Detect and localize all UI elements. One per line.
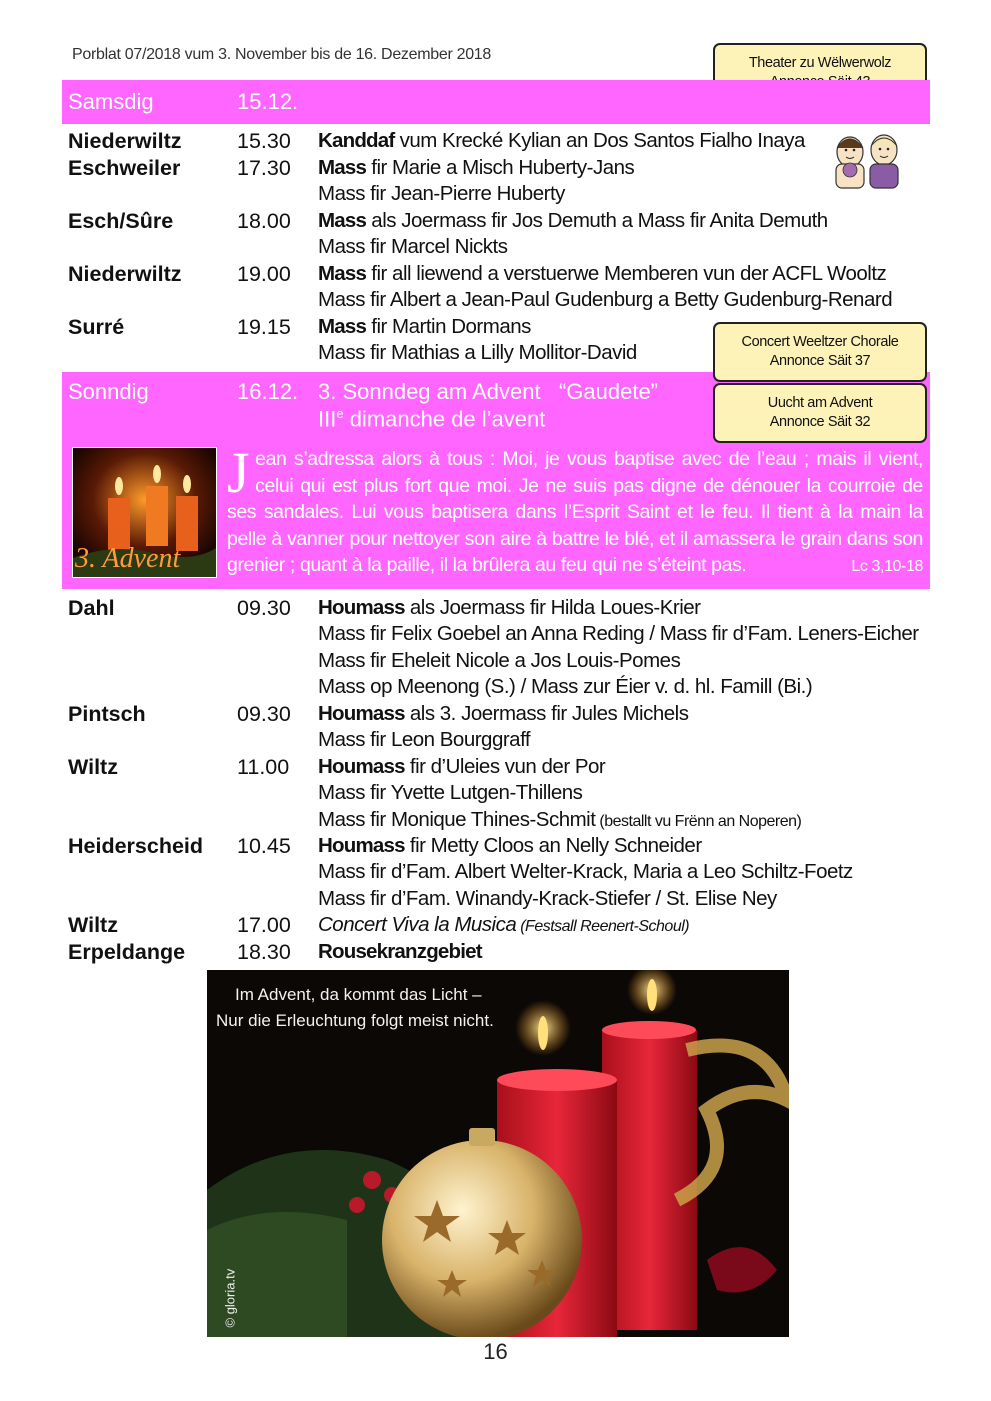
service-intention: fir Metty Cloos an Nelly Schneider: [404, 834, 702, 857]
service-line: [318, 262, 886, 286]
quote-dropcap: J: [227, 440, 250, 505]
service-type: Mass: [318, 209, 367, 232]
saturday-band: [62, 80, 930, 124]
service-extra-line: Mass fir d’Fam. Albert Welter-Krack, Maria a Leo Schiltz-Foetz: [318, 860, 853, 883]
gospel-quote: [227, 440, 923, 581]
service-extra-line: [318, 808, 801, 832]
service-line: [318, 156, 634, 180]
service-extra-line: Mass fir Leon Bourggraff: [318, 728, 531, 751]
service-intention: als Joermass fir Hilda Loues-Krier: [404, 596, 701, 619]
time-label: 19.00: [237, 262, 291, 286]
concert-location: (Festsall Reenert-Schoul): [516, 918, 690, 935]
place-label: Heiderscheid: [68, 834, 204, 858]
place-label: Dahl: [68, 596, 115, 620]
annonce-page: Annonce Säit 37: [769, 353, 871, 369]
time-label: 10.45: [237, 834, 291, 858]
subtitle-text: dimanche de l’avent: [343, 406, 546, 432]
children-illustration-icon: [828, 126, 906, 192]
page-header: Porblat 07/2018 vum 3. November bis de 16. Dezember 2018: [72, 46, 492, 63]
place-label: Erpeldange: [68, 940, 186, 964]
service-type: Houmass: [318, 596, 405, 619]
annonce-concert[interactable]: [713, 322, 927, 382]
concert-title: Concert Viva la Musica: [318, 913, 517, 936]
sunday-subtitle: [318, 406, 545, 432]
service-extra-note: (bestallt vu Frënn an Noperen): [595, 813, 802, 830]
subtitle-roman: III: [318, 406, 337, 432]
service-line: [318, 209, 828, 233]
service-line: [318, 315, 531, 339]
service-intention: vum Krecké Kylian an Dos Santos Fialho Inaya: [394, 129, 805, 152]
time-label: 09.30: [237, 702, 291, 726]
service-extra-line: Mass fir Felix Goebel an Anna Reding / Mass fir d’Fam. Leners-Eicher: [318, 622, 919, 645]
annonce-title: Theater zu Wëlwerwolz: [748, 55, 892, 71]
service-intention: fir Marie a Misch Huberty-Jans: [366, 156, 635, 179]
time-label: 18.30: [237, 940, 291, 964]
place-label: Wiltz: [68, 755, 118, 779]
time-label: 17.00: [237, 913, 291, 937]
advent-image-caption: 3. Advent: [75, 543, 181, 574]
service-extra-line: Mass op Meenong (S.) / Mass zur Éier v. d. hl. Famill (Bi.): [318, 675, 813, 698]
service-line: [318, 913, 689, 937]
place-label: Niederwiltz: [68, 262, 182, 286]
service-intention: als 3. Joermass fir Jules Michels: [404, 702, 689, 725]
place-label: Wiltz: [68, 913, 118, 937]
time-label: 09.30: [237, 596, 291, 620]
service-type: Rousekranzgebiet: [318, 940, 482, 963]
annonce-title: Concert Weeltzer Chorale: [741, 334, 899, 350]
service-intention: fir Martin Dormans: [366, 315, 531, 338]
service-intention: als Joermass fir Jos Demuth a Mass fir Anita Demuth: [366, 209, 828, 232]
service-type: Mass: [318, 156, 367, 179]
quote-text: ean s’adressa alors à tous : Moi, je vous baptise avec de l’eau ; mais il vient, celui qui est plus fort que moi. Je ne suis pas digne de dénouer la courroie de ses sandales. Lui vous baptisera dans l’Esprit Saint et le feu. Il tient à la main la pelle à vanner pour nettoyer son aire à battre le blé, et il amassera le grain dans son grenier ; quant à la paille, il la brûlera au feu qui ne s’éteint pas.: [227, 448, 923, 576]
service-line: [318, 755, 605, 779]
service-extra-line: Mass fir Yvette Lutgen-Thillens: [318, 781, 583, 804]
quote-reference: Lc 3,10-18: [851, 558, 923, 575]
place-label: Niederwiltz: [68, 129, 182, 153]
time-label: 15.30: [237, 129, 291, 153]
service-line: [318, 596, 700, 620]
service-extra-line: Mass fir Jean-Pierre Huberty: [318, 182, 565, 205]
annonce-page: Annonce Säit 32: [769, 414, 871, 430]
sunday-day: Sonndig: [68, 379, 149, 404]
service-intention: fir all liewend a verstuerwe Memberen vun der ACFL Wooltz: [366, 262, 887, 285]
time-label: 19.15: [237, 315, 291, 339]
subtitle-superscript: e: [336, 406, 344, 421]
place-label: Surré: [68, 315, 125, 339]
saturday-day: Samsdig: [68, 89, 154, 114]
advent-candles-image: [72, 447, 217, 578]
time-label: 11.00: [237, 755, 290, 779]
place-label: Esch/Sûre: [68, 209, 174, 233]
sunday-date: 16.12.: [237, 379, 299, 404]
advent-photo: [207, 970, 789, 1337]
service-line: [318, 834, 702, 858]
service-extra-line: Mass fir d’Fam. Winandy-Krack-Stiefer / St. Elise Ney: [318, 887, 777, 910]
service-type: Mass: [318, 262, 367, 285]
page-number: 16: [483, 1339, 508, 1364]
service-line: [318, 940, 482, 964]
photo-caption-line1: Im Advent, da kommt das Licht –: [235, 985, 482, 1004]
annonce-title: Uucht am Advent: [767, 395, 873, 411]
service-extra-line: Mass fir Marcel Nickts: [318, 235, 508, 258]
service-type: Kanddaf: [318, 129, 395, 152]
service-extra-line: Mass fir Mathias a Lilly Mollitor-David: [318, 341, 637, 364]
annonce-uucht[interactable]: [713, 383, 927, 443]
time-label: 18.00: [237, 209, 291, 233]
photo-caption-line2: Nur die Erleuchtung folgt meist nicht.: [216, 1011, 494, 1030]
service-type: Houmass: [318, 702, 405, 725]
service-extra-main: Mass fir Monique Thines-Schmit: [318, 808, 596, 831]
service-type: Houmass: [318, 755, 405, 778]
service-extra-line: Mass fir Albert a Jean-Paul Gudenburg a Betty Gudenburg-Renard: [318, 288, 893, 311]
service-line: [318, 129, 805, 153]
time-label: 17.30: [237, 156, 291, 180]
service-extra-line: Mass fir Eheleit Nicole a Jos Louis-Pomes: [318, 649, 681, 672]
sunday-title: 3. Sonndeg am Advent “Gaudete”: [318, 379, 659, 404]
place-label: Pintsch: [68, 702, 146, 726]
service-type: Houmass: [318, 834, 405, 857]
saturday-date: 15.12.: [237, 89, 299, 114]
service-intention: fir d’Uleies vun der Por: [404, 755, 606, 778]
place-label: Eschweiler: [68, 156, 181, 180]
service-line: [318, 702, 688, 726]
service-type: Mass: [318, 315, 367, 338]
photo-credit: © gloria.tv: [222, 1268, 238, 1328]
